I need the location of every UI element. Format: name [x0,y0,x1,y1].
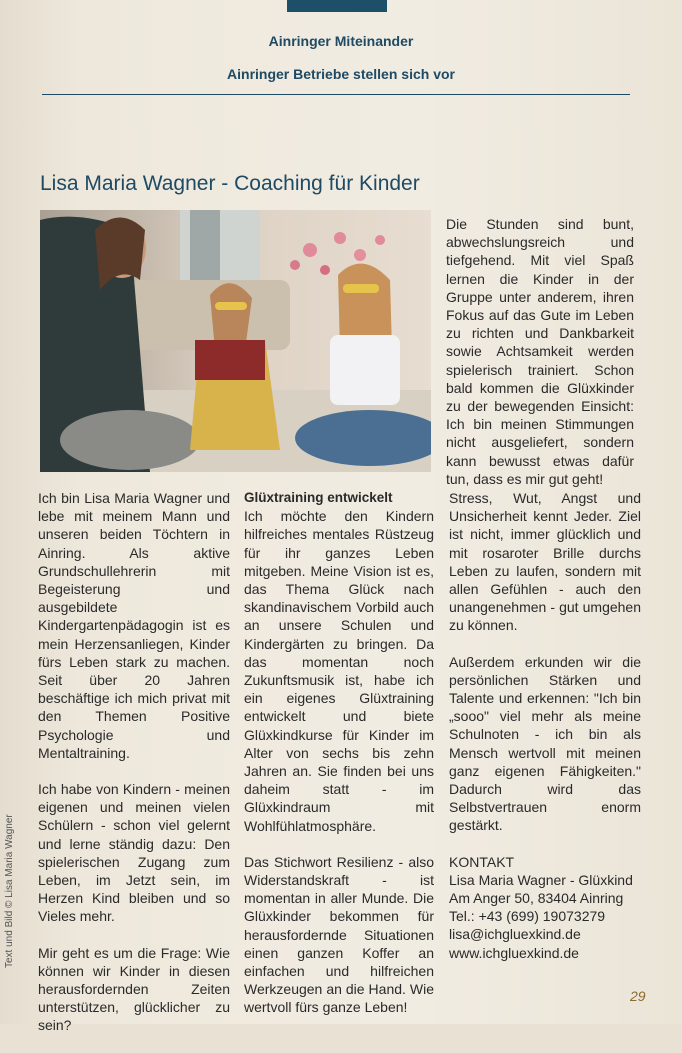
photo-woman-two-girls-icon [40,210,431,472]
article-title: Lisa Maria Wagner - Coaching für Kinder [40,172,420,195]
paragraph: Ich möchte den Kindern hilfreiches mentales Rüstzeug für ihr ganzes Leben mitgeben. Meine Vision ist es, das Thema Glück nach skandinavischem Vorbild auch an unsere Schulen und Kindergärten zu bringen. Da das momentan noch Zukunftsmusik ist, habe ich ein eigenes Glüxtraining entwickelt und biete Glüxkindkurse für Kinder im Alter von sechs bis zehn Jahren an. Sie finden bei uns daheim statt - im Glüxkindraum mit Wohlfühlatmosphäre. [244,508,434,834]
top-color-bar [287,0,387,12]
contact-heading: KONTAKT [449,853,515,870]
contact-phone: Tel.: +43 (699) 19073279 [449,908,606,925]
paragraph: Ich bin Lisa Maria Wagner und lebe mit meinem Mann und unseren beiden Töchtern in Ainring. Als aktive Grundschullehrerin mit Begeisterung und ausgebildete Kindergartenpädagogin ist es mein Herzensanliegen, Kinder fürs Leben stark zu machen. Seit über 20 Jahren beschäftige ich mich privat mit den Themen Positive Psychologie und Mentaltraining. [38,490,230,761]
contact-name: Lisa Maria Wagner - Glüxkind [449,871,633,888]
subheading: Glüxtraining entwickelt [244,490,393,505]
paragraph: Außerdem erkunden wir die persönlichen Stärken und Talente und erkennen: "Ich bin „sooo" viel mehr als meine Schulnoten - ich bin als Mensch wertvoll mit meinen ganz eigenen Fähigkeiten." Dadurch wird das Selbstvertrauen enorm gestärkt. [449,653,641,834]
column-2 [244,489,434,1035]
header-divider [42,94,630,95]
image-credit: Text und Bild © Lisa Maria Wagner [4,814,15,968]
paragraph: Das Stichwort Resilienz - also Widerstandskraft - ist momentan in aller Munde. Die Glüxkinder bekommen für herausfordernde Situationen einen ganzen Koffer an einfachen und hilfreichen Werkzeugen an die Hand. Wie wertvoll fürs ganze Leben! [244,853,434,1016]
paragraph: Mir geht es um die Frage: Wie können wir Kinder in diesen herausfordernden Zeiten unterstützen, glücklicher zu sein? [38,944,230,1034]
column-3-top-text [446,215,634,506]
contact-block [449,853,641,962]
paragraph: Ich habe von Kindern - meinen eigenen und meinen vielen Schülern - schon viel gelernt und lerne ständig dazu: Den spielerischen Zugang zum Leben, im Jetzt sein, im Herzen Kind bleiben und so Vieles mehr. [38,781,230,925]
article-photo [40,210,431,472]
contact-email: lisa@ichgluexkind.de [449,926,581,943]
contact-website: www.ichgluexkind.de [449,944,579,961]
column-3 [449,489,641,962]
column-1 [38,489,230,1053]
section-subtitle: Ainringer Betriebe stellen sich vor [227,66,455,82]
contact-address: Am Anger 50, 83404 Ainring [449,890,624,907]
page-number: 29 [630,988,646,1004]
paragraph: Die Stunden sind bunt, abwechslungsreich und tiefgehend. Mit viel Spaß lernen die Kinder in der Gruppe unter anderem, ihren Fokus auf das Gute im Leben zu richten und Dankbarkeit sowie Achtsamkeit werden spielerisch trainiert. Schon bald kommen die Glüxkinder zu der bewegenden Einsicht: Ich bin meinen Stimmungen nicht ausgeliefert, sondern kann bewusst etwas dafür tun, dass es mir gut geht! [446,216,634,487]
paragraph: Stress, Wut, Angst und Unsicherheit kennt Jeder. Ziel ist nicht, immer glücklich und mit rosaroter Brille durchs Leben zu laufen, sondern mit allen Gefühlen - auch den unangenehmen - gut umgehen zu können. [449,490,641,634]
section-title: Ainringer Miteinander [268,33,414,49]
